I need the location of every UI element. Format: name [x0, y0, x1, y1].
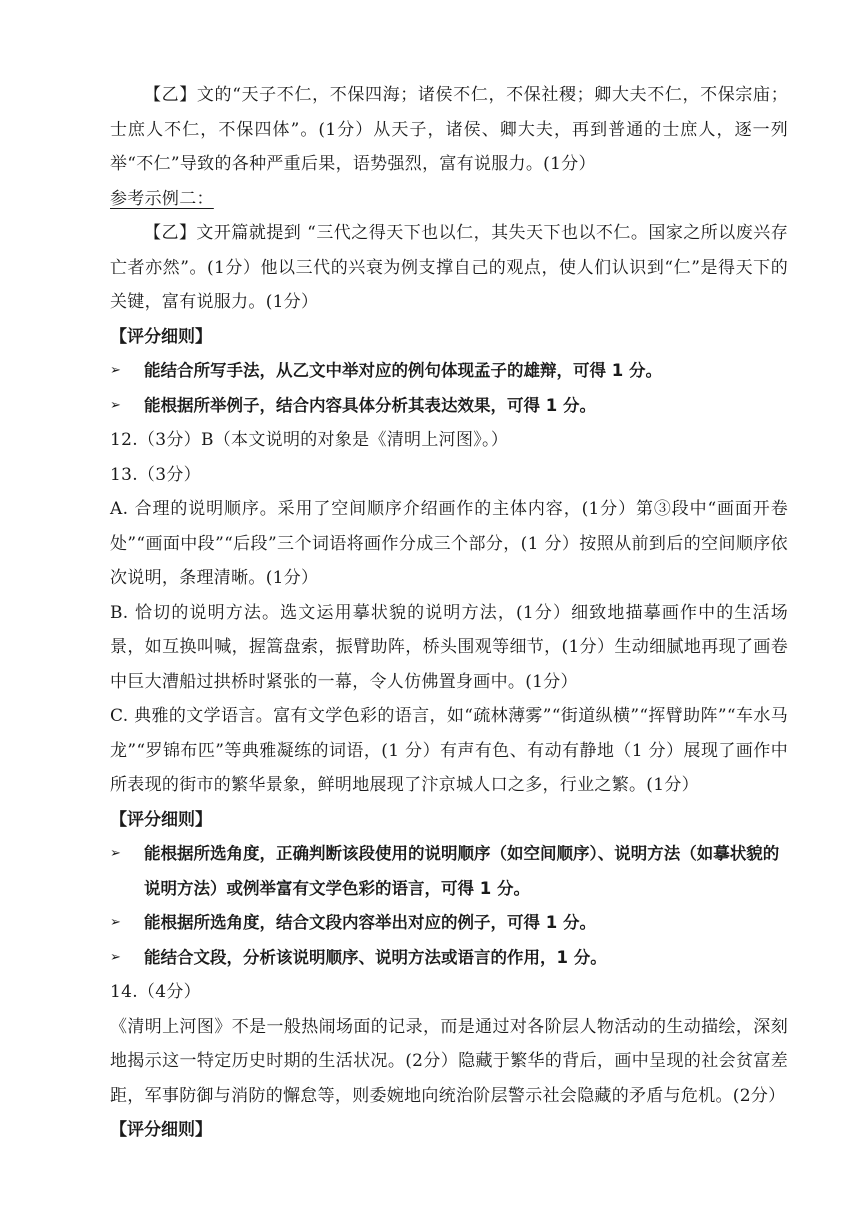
answer-14-header: 14.（4分）	[110, 982, 201, 1002]
bullet-text: 能根据所举例子，结合内容具体分析其表达效果，可得 1 分。	[144, 395, 596, 415]
bullet-item	[110, 389, 788, 424]
bullet-item	[110, 837, 788, 906]
answer-13-header: 13.（3分）	[110, 464, 201, 485]
answer-12: 12.（3分）B（本文说明的对象是《清明上河图》。）	[110, 430, 509, 450]
arrow-bullet-icon: ➢	[110, 915, 121, 930]
bullet-text: 能结合文段，分析该说明顺序、说明方法或语言的作用，1 分。	[144, 947, 607, 967]
arrow-bullet-icon: ➢	[110, 846, 121, 861]
arrow-bullet-icon: ➢	[110, 397, 121, 413]
answer-14-body: 《清明上河图》不是一般热闹场面的记录，而是通过对各阶层人物活动的生动描绘，深刻地揭示这一特定历史时期的生活状况。(2分）隐藏于繁华的背后，画中呈现的社会贫富差距，军事防御与消防的懈怠等，则委婉地向统治阶层警示社会隐藏的矛盾与危机。(2分）	[110, 1016, 788, 1106]
scoring-rules-heading: 【评分细则】	[110, 809, 212, 830]
arrow-bullet-icon: ➢	[110, 949, 121, 965]
paragraph-yi-example-two: 【乙】文开篇就提到 “三代之得天下也以仁，其失天下也以不仁。国家之所以废兴存亡者亦然”。(1分）他以三代的兴衰为例支撑自己的观点，使人们认识到“仁”是得天下的关键，富有说服力。(1分）	[110, 223, 788, 312]
scoring-rules-heading: 【评分细则】	[110, 326, 212, 347]
answer-13-a: A. 合理的说明顺序。采用了空间顺序介绍画作的主体内容，(1分）第③段中“画面开卷处”“画面中段”“后段”三个词语将画作分成三个部分，(1 分）按照从前到后的空间顺序依次说明，条理清晰。(1分）	[110, 499, 788, 588]
bullet-text: 能根据所选角度，正确判断该段使用的说明顺序（如空间顺序）、说明方法（如摹状貌的说明方法）或例举富有文学色彩的语言，可得 1 分。	[144, 844, 780, 898]
bullet-text: 能结合所写手法，从乙文中举对应的例句体现孟子的雄辩，可得 1 分。	[144, 361, 662, 380]
paragraph-yi-example-one: 【乙】文的“天子不仁，不保四海；诸侯不仁，不保社稷；卿大夫不仁，不保宗庙；士庶人不仁，不保四体”。(1分）从天子，诸侯、卿大夫，再到普通的士庶人，逐一列举“不仁”导致的各种严重后果，语势强烈，富有说服力。(1分）	[110, 85, 788, 174]
bullet-item	[110, 354, 788, 389]
bullet-text: 能根据所选角度，结合文段内容举出对应的例子，可得 1 分。	[144, 913, 596, 932]
bullet-item	[110, 906, 788, 941]
arrow-bullet-icon: ➢	[110, 363, 121, 378]
bullet-item	[110, 941, 788, 976]
scoring-rules-heading: 【评分细则】	[110, 1120, 212, 1140]
reference-example-two-label: 参考示例二：	[110, 188, 214, 209]
answer-13-c: C. 典雅的文学语言。富有文学色彩的语言，如“疏林薄雾”“街道纵横”“挥臂助阵”“车水马龙”“罗锦布匹”等典雅凝练的词语，(1 分）有声有色、有动有静地（1 分）展现了画作中所表现的街市的繁华景象，鲜明地展现了汴京城人口之多，行业之繁。(1分）	[110, 706, 788, 795]
answer-13-b: B. 恰切的说明方法。选文运用摹状貌的说明方法，(1分）细致地描摹画作中的生活场景，如互换叫喊，握篙盘索，振臂助阵，桥头围观等细节，(1分）生动细腻地再现了画卷中巨大漕船过拱桥时紧张的一幕，令人仿佛置身画中。(1分）	[110, 602, 788, 692]
